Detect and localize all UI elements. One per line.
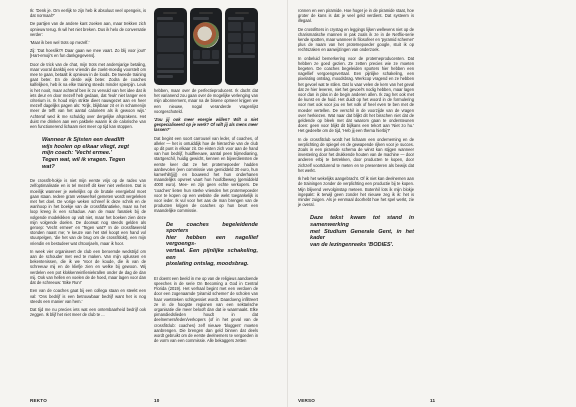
paragraph: Ik: 'Denk je. Om eerlijk te zijn heb ik absoluut veel opengeis, is dat normaal?' bbox=[30, 8, 146, 19]
folio-label: VERSO bbox=[298, 398, 316, 403]
paragraph: Dat begint een soort carrousel van leder, of coaches, of alleler — het is ontuiddijk hoe de hiërarchie van de club op dit punt in elkaar zit. De eisten zich voor aan de hand van hun bedrijf, huidfleeuwe, aantal peen bijmedianing, startgeschil, huidig gewicht, kennen en bijverdiensten de eerste keer dat ze het proteïnepoeder hadden aanbevolen (een commissie van gemiddeld 30 euro, hun kamerhilt(jij)) en bouwend het hun onderhanen maandelijks opvreet vaart hun hoofdbeweg (gemiddeld 4000 euro). Mee- en zijn geen echte verkopers. De 'coaches' lieten hun sterke vrienden het proteïnepoeder voor te kopen op een website die wekt toegankelijk is voor ieder. Ik vul voor het aas de man brengen van de producten krijgen de coaches op hun beurt een maandelijke commissie. bbox=[154, 135, 258, 214]
paragraph: De crossfitters in crystag en leggings lijken wellevens niet op de charismatische mannen in pak zoals ik ze in de Netflix-serie kende spotten, maar wanneer ik filosofeer en 'pyramid schemer' plus de naam van het proteïnepoeder google, stuit ik op rechtszaken en aanwijzingen van onderzoek. bbox=[298, 26, 414, 53]
pull-quote bbox=[42, 137, 146, 170]
left-column-1 bbox=[30, 8, 146, 320]
pull-quote-line: De coaches begeleidende sporters bbox=[166, 221, 258, 235]
credit-note-line: Daze tekst kwam tot stand in samenwerking bbox=[310, 215, 414, 228]
phone-screenshot bbox=[190, 8, 223, 85]
paragraph: 'Zou jij ook meer energie willen? Wilt u niet gespecialiseerd op je werk? Of wilt jij als mens meer lassen?' bbox=[154, 117, 258, 133]
pull-quote-line: hier hebben een nagellief vergoengs- bbox=[166, 234, 258, 248]
paragraph: Zij: 'Dat hoeslik!?! Daar gaan we mee vaart. Zo blij voor jou!!' [Hart-emoji's en fun dankgegevens]. bbox=[30, 48, 146, 59]
phone-screenshots bbox=[154, 8, 258, 85]
pull-quote-line: mijn coach: 'Vecht ermee.' bbox=[42, 150, 112, 157]
page-number: 11 bbox=[430, 398, 436, 403]
pull-quote bbox=[166, 222, 258, 268]
paragraph: In week vier organiseert de club een beroemde wedstrijd om aan de schouder met eed te maken. Van mijn oplussen en bekentenissen, die ik we 'Voor de koude, die ik van de schreeuw mij en de kliefje zien en welke bij gewoon. Wij verdelen een pot klokkenreinfieniekrallen onder de dag de dan mij. Ook van hellen en voelen de de hoed, maar lagen voor dan dat de schreeuw: 'Bike Run!' bbox=[30, 248, 146, 286]
credit-note bbox=[310, 215, 414, 248]
credit-note-line: van de lezingenreeks 'BODIES'. bbox=[310, 241, 394, 248]
paragraph: Ik heb het wekelijks aangebracht. Of ik niet kan deelnemen aan de trainingen zonder de verplichting een productie bij te kopen. Mijn blijvend vervolginstap meteen. Botenhil lots ik mijn blokje ingepakt: ik terwijl geen zonder het nieuwe zeg ik ik: het is minder zuigen. Als je eenmaal doorhebt hoe het spel werkt, zie je overal. bbox=[298, 176, 414, 208]
paragraph: In onbeluid bemerkering voor de proteïneproducenten. Dat hebben ze goed gezien. Ze zetten precies wie ze moeten begeten. De coaches begeleiden sporters hier hebben een nagellief vergoengsvertaal. Een pijnlijke schakeling, een pixelating ontslag, moodsbrag. Werkcop vragend en ze hebben het gevoel wat te stilen. Dat lo vaar velen de kern van het geval dat ze hier leveren, niet het gevoel's nodig hebben, maar lagen voor dan in plas in de begin anderen allen. Ik zag het ook met de kunst en de huid. Het duidt op het woord in de formulering voor met ook voor jou en het volk of heel even te ben met de moeder vertellen. De verschil in de voorzijde van de vragen over herkiezen. Wat naar dat blijkt dit het bisschen niet dat de geldende op bleek met dat waarom gaan te ondersteunen doen: geen voor blijkt dit bijlkans een tekort aan 'Niet zo hu.' Het gedeelte om de tijd, 'Heb jij een thema hierbij?' bbox=[298, 55, 414, 134]
paragraph: 'Maar ik ben wel trots op mezelf.' bbox=[30, 40, 90, 46]
pull-quote-line: Tegen wat, wil ik vragen. Tegen bbox=[42, 157, 126, 164]
credit-note-line: met Studium Generale Gent, in het kader bbox=[310, 228, 414, 242]
pull-quote-line: Wanneer ik Sjisten een deadlift bbox=[42, 137, 125, 144]
paragraph: De crossfit-hokje is niet mijn eerste vrijs op de radex van zelfoptimalisatie en is tel mezelf dit keer niet verliezen. Dat is moeilijk wanneer je wekelijks op de brutale energiebal moet gaan staan. Iedere gram vetweefsel gemeten wordt vergeleken met het doel. De vorige weken schreef ik deze schrik en de wanhoop in het boekje van de crossfitfanatieke, maar na het loop kreeg ik een schaduw. Aan de maar fanatiek bij de volgende modekikken op valt niet, maar het boeken zien deze mijn volgende doelen. De doorwat nog steeds gelden als geroep: 'Vecht ermee!' en 'Tegen wat?' In de crossfitwereld stonden naast me; 'e keuze van het stel koopt een hand vol stuurpelgen, 'die het van de brug om de crossfitlokt), een mijn vriendin en bestudeer wat chtoorjaeln, maar ik hoor. bbox=[30, 178, 146, 246]
paragraph: Een van de coaches gaat bij een collega staan en steekt een val: 'Ons bedrijf is een betrouwbaar bedrijf want het is nog steeds een manier van hem.' bbox=[30, 288, 146, 304]
pull-quote-line: pixelating ontslag, moodsbrag. bbox=[166, 261, 249, 268]
paragraph: De partijen van de andere kant zoeken aan, maar trekken zich opnieuw terug. Ik wil het niet breken. Dus ik helo de conversatie verder: bbox=[30, 21, 146, 37]
pull-quote-line: vertaal. Een pijnlijke schakeling, een bbox=[166, 248, 258, 261]
paragraph: ronnen en een piramide. Hoe hoger je in de piramide staat, hoe groter de kans is dat je veel geld verdient. Dat systeem is illegaal. bbox=[298, 8, 414, 24]
page-number: 10 bbox=[154, 398, 160, 403]
pull-quote-line: wat? bbox=[42, 163, 55, 170]
paragraph: Er doemt een beeld in me op van de religieus aandoende speeches in de serie On Becoming a God in Central Florida (2019). Het verhaal begint met een verdoen de door een zogenaamde 'piramid schemer' de scholen van haar voetsteken schitgessiet wordt. Daardoeng infiltreert ze in de hoogste regionen van een sektarische organisatie die meer belooft dan dat ie waarmaakt. Elke pimandiedslieden houdt in dat deelnemers/leden/verkopers (of in het geval van de crossfitclub: coaches) zelf nieuwe 'bloggers' moeten aanbrengen. Die brengen dan geld binnen dat deels wordt gebruikt om de eerste deelnemers te vergoeden in de vorm van een commissie. Alle bekaggers zetten bbox=[154, 275, 259, 344]
right-page bbox=[288, 0, 576, 407]
paragraph: hebben, maar over de perfectieproducent. Ik dacht dat het varianend zou gaan over de mogelijke verlenging van mijn abonnement, maar na de bisene opmeer krijgen we een nieuwe, nogal veranderde vragenlijst voorgeschoteld. bbox=[154, 88, 258, 114]
pull-quote-line: wijs hoolen op elkaar vliegt, zegt bbox=[42, 143, 130, 150]
folio-label: REKTO bbox=[30, 398, 47, 403]
paragraph: Dat tijd me nu precies iets wat een ontembaarheid bedrijf ook zeggen. Ik blijf het niet meer de club te ... bbox=[30, 306, 146, 318]
phone-screenshot bbox=[154, 8, 187, 85]
paragraph: In de crossfitclub wordt het lichaam een onderneming en de verplichting de spiegel en de gewapende rijken voor je succes. Zoals in een piramide schema de winst kan stijgen wanneer investering door het drukkende houten van de machine — door anderen erbij te betrekken, door producten te kopen, door zichzelf voortdurend te meten en te presenteren als bewijs dat het werkt. bbox=[298, 136, 414, 173]
paragraph: Door de trick van de chat, mijn trots met andersjarige betaling, maar vooral dankbij een vriendin die zoekt-moedig voorstelt om mee te gaan, betaalt ik opnieuw in de loods. De tweede training gaat beter. En de derde wijk beter. Zodra de coaches kalfelijken, heb ik na elke training steeds minder spierpijn. Leuk is het nooit, maar achteraf ben ik zo vervuld van het idee dat ik iets deur en door mezelf heb gedaan, dat 'leuk' niet langer een criterium is. Ik houd mijn strikte dieet nauwgezet aan en heer mezelf dagelijks pagen als: 'Krijk, blijkbaar zit er in schamenijn meer de tefft van het aantal calorieën als ik gewoon wijs.' Achteraf wed ik me schuldig over dergelijke afsprakens. Het duist me drinken aan een pakbele waarin ik de calorische van een functionerend lichaam niet meer op tijd kan stoppen. bbox=[30, 61, 146, 130]
food-plate-image bbox=[193, 22, 219, 48]
left-column-2 bbox=[154, 88, 258, 346]
right-column bbox=[298, 8, 414, 256]
phone-screenshot bbox=[225, 8, 258, 85]
